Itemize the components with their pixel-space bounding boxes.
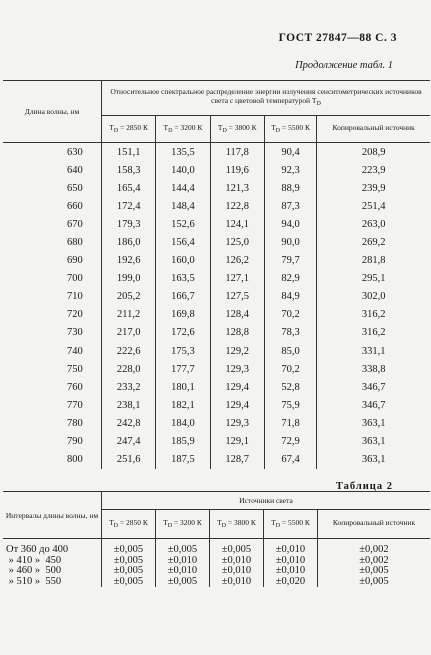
t1-column-sub: D: [113, 127, 119, 134]
value-cell: 160,0: [156, 252, 210, 270]
value-cell: ±0,010: [264, 539, 318, 556]
wavelength-cell: 700: [67, 273, 83, 285]
t1-column-label: Т: [163, 122, 169, 132]
t2-column-label: Т: [109, 517, 114, 527]
value-cell: ±0,005: [102, 566, 156, 577]
t2-column-header: [318, 510, 431, 539]
value-cell: 127,5: [210, 288, 264, 306]
value-cell: 126,2: [210, 252, 264, 270]
value-cell: ±0,002: [318, 539, 431, 556]
value-cell: 119,6: [210, 161, 264, 179]
tolerance-table: [3, 491, 430, 587]
value-cell: 125,0: [210, 233, 264, 251]
t1-column-temp: = 3200 К: [172, 122, 203, 132]
value-cell: 205,2: [102, 288, 156, 306]
value-cell: 117,8: [210, 143, 264, 162]
value-cell: 346,7: [317, 378, 430, 396]
wavelength-cell: 770: [67, 399, 83, 411]
value-cell: 172,4: [102, 197, 156, 215]
value-cell: 302,0: [317, 288, 430, 306]
t2-column-header: [102, 510, 156, 539]
table-row: [3, 306, 430, 324]
value-cell: 127,1: [210, 270, 264, 288]
table-row: [3, 215, 430, 233]
value-cell: 169,8: [156, 306, 210, 324]
value-cell: 84,9: [264, 288, 316, 306]
table-row: [3, 539, 430, 556]
value-cell: 85,0: [264, 342, 316, 360]
table-row: [3, 143, 430, 162]
interval-header-label: Интервалы длины волны, нм: [5, 510, 99, 520]
value-cell: ±0,020: [264, 577, 318, 588]
value-cell: 75,9: [264, 396, 316, 414]
value-cell: 242,8: [102, 414, 156, 432]
value-cell: ±0,005: [210, 539, 264, 556]
value-cell: 186,0: [102, 233, 156, 251]
value-cell: ±0,005: [318, 566, 431, 577]
t2-column-temp: = 3200 К: [172, 517, 202, 527]
value-cell: ±0,002: [318, 556, 431, 567]
wavelength-cell: 660: [67, 200, 83, 212]
value-cell: 129,4: [210, 396, 264, 414]
value-cell: 144,4: [156, 179, 210, 197]
wavelength-cell: 640: [67, 164, 83, 176]
t2-column-label: Т: [217, 517, 222, 527]
value-cell: 281,8: [317, 252, 430, 270]
wavelength-cell: 720: [67, 309, 83, 321]
value-cell: 238,1: [102, 396, 156, 414]
value-cell: 363,1: [317, 414, 430, 432]
value-cell: 129,2: [210, 342, 264, 360]
t1-column-sub: D: [275, 127, 281, 134]
value-cell: 251,6: [102, 451, 156, 469]
t1-column-header: [102, 116, 156, 143]
interval-header: [3, 492, 102, 539]
value-cell: 199,0: [102, 270, 156, 288]
value-cell: 135,5: [156, 143, 210, 162]
value-cell: 295,1: [317, 270, 430, 288]
t1-column-label: Копировальный источник: [332, 122, 415, 132]
t2-column-temp: = 2850 К: [118, 517, 148, 527]
interval-cell: От 360 до 400: [6, 544, 69, 555]
t2-column-sub: D: [221, 522, 227, 529]
value-cell: 269,2: [317, 233, 430, 251]
value-cell: 346,7: [317, 396, 430, 414]
value-cell: 156,4: [156, 233, 210, 251]
value-cell: 71,8: [264, 414, 316, 432]
spectral-group-label: Относительное спектральное распределение энергии излучения сенситометрических источников света с цветовой температурой Т: [110, 87, 422, 105]
t1-column-header: [264, 116, 316, 143]
value-cell: 88,9: [264, 179, 316, 197]
interval-cell: » 510 » 550: [6, 575, 62, 587]
value-cell: 187,5: [156, 451, 210, 469]
value-cell: 166,7: [156, 288, 210, 306]
value-cell: ±0,005: [102, 556, 156, 567]
value-cell: 72,9: [264, 433, 316, 451]
wavelength-header-label: Длина волны, нм: [24, 107, 80, 116]
table-row: [3, 197, 430, 215]
interval-cell: » 410 » 450: [6, 554, 62, 566]
page-header: ГОСТ 27847—88 С. 3: [278, 32, 397, 44]
t2-column-header: [264, 510, 318, 539]
wavelength-cell: 690: [67, 255, 83, 267]
value-cell: ±0,010: [210, 566, 264, 577]
value-cell: 78,3: [264, 324, 316, 342]
wavelength-cell: 630: [67, 146, 83, 158]
table-row: [3, 233, 430, 251]
value-cell: 79,7: [264, 252, 316, 270]
spectral-group-sub: D: [316, 101, 321, 107]
wavelength-cell: 730: [67, 327, 83, 339]
value-cell: 67,4: [264, 451, 316, 469]
value-cell: 158,3: [102, 161, 156, 179]
value-cell: 180,1: [156, 378, 210, 396]
value-cell: 128,7: [210, 451, 264, 469]
wavelength-cell: 800: [67, 454, 83, 466]
value-cell: ±0,010: [156, 566, 210, 577]
value-cell: 70,2: [264, 360, 316, 378]
value-cell: 177,7: [156, 360, 210, 378]
value-cell: 172,6: [156, 324, 210, 342]
value-cell: ±0,010: [156, 556, 210, 567]
table-row: [3, 414, 430, 432]
value-cell: 179,3: [102, 215, 156, 233]
value-cell: 208,9: [317, 143, 430, 162]
table-row: [3, 342, 430, 360]
table-row: [3, 566, 430, 577]
value-cell: ±0,010: [210, 556, 264, 567]
t1-column-label: Т: [109, 122, 114, 132]
interval-cell: » 460 » 500: [6, 565, 62, 576]
table-row: [3, 179, 430, 197]
value-cell: 87,3: [264, 197, 316, 215]
value-cell: 228,0: [102, 360, 156, 378]
value-cell: 184,0: [156, 414, 210, 432]
value-cell: 363,1: [317, 433, 430, 451]
value-cell: 90,0: [264, 233, 316, 251]
value-cell: 129,4: [210, 378, 264, 396]
table1-caption: Продолжение табл. 1: [295, 60, 393, 71]
table-row: [3, 396, 430, 414]
value-cell: 90,4: [264, 143, 316, 162]
t1-column-header: [156, 116, 210, 143]
spectral-group-header: [102, 81, 431, 116]
t1-column-sub: D: [168, 127, 173, 134]
value-cell: 211,2: [102, 306, 156, 324]
value-cell: 82,9: [264, 270, 316, 288]
t1-column-label: Т: [217, 122, 223, 132]
value-cell: 163,5: [156, 270, 210, 288]
value-cell: 175,3: [156, 342, 210, 360]
value-cell: 121,3: [210, 179, 264, 197]
t1-column-temp: = 3800 К: [226, 122, 257, 132]
t2-column-header: [156, 510, 210, 539]
value-cell: 338,8: [317, 360, 430, 378]
table-row: [3, 451, 430, 469]
value-cell: 92,3: [264, 161, 316, 179]
value-cell: ±0,005: [318, 577, 431, 588]
value-cell: 217,0: [102, 324, 156, 342]
wavelength-header: [3, 81, 102, 143]
wavelength-cell: 750: [67, 363, 83, 375]
t1-column-sub: D: [222, 127, 227, 134]
value-cell: 128,8: [210, 324, 264, 342]
wavelength-cell: 760: [67, 381, 83, 393]
value-cell: 331,1: [317, 342, 430, 360]
value-cell: 140,0: [156, 161, 210, 179]
value-cell: 148,4: [156, 197, 210, 215]
t1-column-header: [317, 116, 430, 143]
value-cell: 185,9: [156, 433, 210, 451]
table-row: [3, 433, 430, 451]
value-cell: 151,1: [102, 143, 156, 162]
t2-column-label: Т: [163, 517, 168, 527]
t1-column-temp: = 5500 К: [280, 122, 310, 132]
t2-column-temp: = 5500 К: [280, 517, 310, 527]
table-row: [3, 324, 430, 342]
wavelength-cell: 790: [67, 436, 83, 448]
t2-column-header: [210, 510, 264, 539]
value-cell: 152,6: [156, 215, 210, 233]
value-cell: 223,9: [317, 161, 430, 179]
wavelength-cell: 780: [67, 417, 83, 429]
value-cell: 129,3: [210, 360, 264, 378]
value-cell: 233,2: [102, 378, 156, 396]
wavelength-cell: 710: [67, 291, 83, 303]
value-cell: 124,1: [210, 215, 264, 233]
wavelength-cell: 670: [67, 218, 83, 230]
value-cell: 70,2: [264, 306, 316, 324]
value-cell: 129,3: [210, 414, 264, 432]
t2-column-label: Копировальный источник: [332, 517, 416, 527]
value-cell: 251,4: [317, 197, 430, 215]
value-cell: ±0,005: [102, 539, 156, 556]
spectral-distribution-table: [3, 80, 430, 469]
value-cell: 129,1: [210, 433, 264, 451]
value-cell: 128,4: [210, 306, 264, 324]
wavelength-cell: 650: [67, 182, 83, 194]
table-row: [3, 161, 430, 179]
t1-column-header: [210, 116, 264, 143]
table-row: [3, 270, 430, 288]
value-cell: 263,0: [317, 215, 430, 233]
value-cell: 94,0: [264, 215, 316, 233]
value-cell: 363,1: [317, 451, 430, 469]
table-row: [3, 288, 430, 306]
value-cell: ±0,005: [102, 577, 156, 588]
table-row: [3, 577, 430, 588]
light-sources-header: [102, 492, 431, 510]
t2-column-sub: D: [275, 522, 281, 529]
t2-column-temp: = 3800 К: [226, 517, 256, 527]
value-cell: 52,8: [264, 378, 316, 396]
t2-column-label: Т: [271, 517, 276, 527]
table-row: [3, 252, 430, 270]
value-cell: 122,8: [210, 197, 264, 215]
value-cell: ±0,005: [156, 577, 210, 588]
value-cell: ±0,010: [264, 566, 318, 577]
value-cell: ±0,010: [210, 577, 264, 588]
wavelength-cell: 740: [67, 345, 83, 357]
table-row: [3, 360, 430, 378]
light-sources-label: Источники света: [239, 496, 293, 506]
wavelength-cell: 680: [67, 237, 83, 249]
value-cell: ±0,010: [264, 556, 318, 567]
value-cell: 316,2: [317, 306, 430, 324]
t1-column-label: Т: [271, 122, 276, 132]
t1-column-temp: = 2850 К: [118, 122, 149, 132]
value-cell: ±0,005: [156, 539, 210, 556]
t2-column-sub: D: [167, 522, 173, 529]
t2-column-sub: D: [113, 522, 119, 529]
table2-caption: Таблица 2: [335, 481, 393, 492]
value-cell: 239,9: [317, 179, 430, 197]
value-cell: 222,6: [102, 342, 156, 360]
value-cell: 316,2: [317, 324, 430, 342]
value-cell: 192,6: [102, 252, 156, 270]
value-cell: 182,1: [156, 396, 210, 414]
table-row: [3, 378, 430, 396]
value-cell: 247,4: [102, 433, 156, 451]
value-cell: 165,4: [102, 179, 156, 197]
